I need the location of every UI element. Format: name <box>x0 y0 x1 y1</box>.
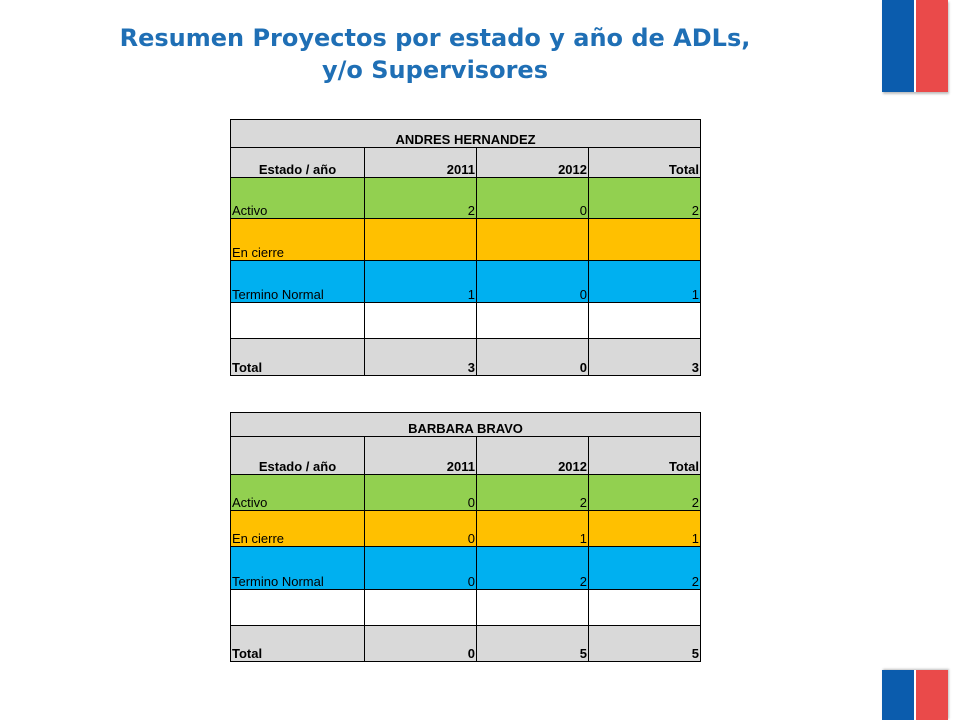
table-row-activo <box>231 178 701 219</box>
header-estado: Estado / año <box>231 148 365 178</box>
header-estado: Estado / año <box>231 437 365 475</box>
table-row-total <box>231 626 701 662</box>
cell-2011: 3 <box>365 339 477 376</box>
flag-red-stripe <box>916 0 948 92</box>
title-line-2: y/o Supervisores <box>322 56 548 84</box>
row-label: Termino Normal <box>231 261 365 303</box>
cell-total <box>589 219 701 261</box>
flag-blue-stripe <box>882 670 914 720</box>
table-name-row <box>231 120 701 148</box>
page-title <box>40 22 830 86</box>
table-row-en-cierre <box>231 511 701 547</box>
table-row-blank <box>231 303 701 339</box>
flag-blue-stripe <box>882 0 914 92</box>
table-name-row <box>231 413 701 437</box>
cell-2012: 0 <box>477 261 589 303</box>
cell-2012: 1 <box>477 511 589 547</box>
cell-2012 <box>477 219 589 261</box>
flag-logo-top <box>882 0 948 92</box>
table-person-name: BARBARA BRAVO <box>231 413 701 437</box>
cell-total: 1 <box>589 511 701 547</box>
cell-2011: 0 <box>365 626 477 662</box>
table-row-termino-normal <box>231 547 701 590</box>
table-row-total <box>231 339 701 376</box>
cell-2011: 0 <box>365 511 477 547</box>
cell-total: 5 <box>589 626 701 662</box>
table-person-name: ANDRES HERNANDEZ <box>231 120 701 148</box>
row-label: Termino Normal <box>231 547 365 590</box>
summary-table-andres-hernandez <box>230 119 701 376</box>
table-header-row <box>231 437 701 475</box>
table-row-termino-normal <box>231 261 701 303</box>
table-header-row <box>231 148 701 178</box>
table-row-blank <box>231 590 701 626</box>
row-label: En cierre <box>231 511 365 547</box>
cell-2012: 0 <box>477 178 589 219</box>
title-line-1: Resumen Proyectos por estado y año de ADLs, <box>119 24 751 52</box>
header-2011: 2011 <box>365 437 477 475</box>
cell-2011: 1 <box>365 261 477 303</box>
table-row-activo <box>231 475 701 511</box>
cell-total: 3 <box>589 339 701 376</box>
cell-2012: 2 <box>477 475 589 511</box>
cell-2011 <box>365 219 477 261</box>
flag-logo-bottom <box>882 670 948 720</box>
cell-total: 2 <box>589 547 701 590</box>
header-total: Total <box>589 437 701 475</box>
cell-total: 1 <box>589 261 701 303</box>
cell-2011: 0 <box>365 475 477 511</box>
row-label: Activo <box>231 475 365 511</box>
row-label: Activo <box>231 178 365 219</box>
cell-2012: 2 <box>477 547 589 590</box>
summary-table-barbara-bravo <box>230 412 701 662</box>
row-label: Total <box>231 626 365 662</box>
cell-total: 2 <box>589 178 701 219</box>
cell-2011: 0 <box>365 547 477 590</box>
row-label: Total <box>231 339 365 376</box>
cell-2012: 5 <box>477 626 589 662</box>
flag-red-stripe <box>916 670 948 720</box>
header-2011: 2011 <box>365 148 477 178</box>
header-2012: 2012 <box>477 148 589 178</box>
cell-2011: 2 <box>365 178 477 219</box>
cell-2012: 0 <box>477 339 589 376</box>
table-row-en-cierre <box>231 219 701 261</box>
cell-total: 2 <box>589 475 701 511</box>
header-total: Total <box>589 148 701 178</box>
header-2012: 2012 <box>477 437 589 475</box>
row-label: En cierre <box>231 219 365 261</box>
